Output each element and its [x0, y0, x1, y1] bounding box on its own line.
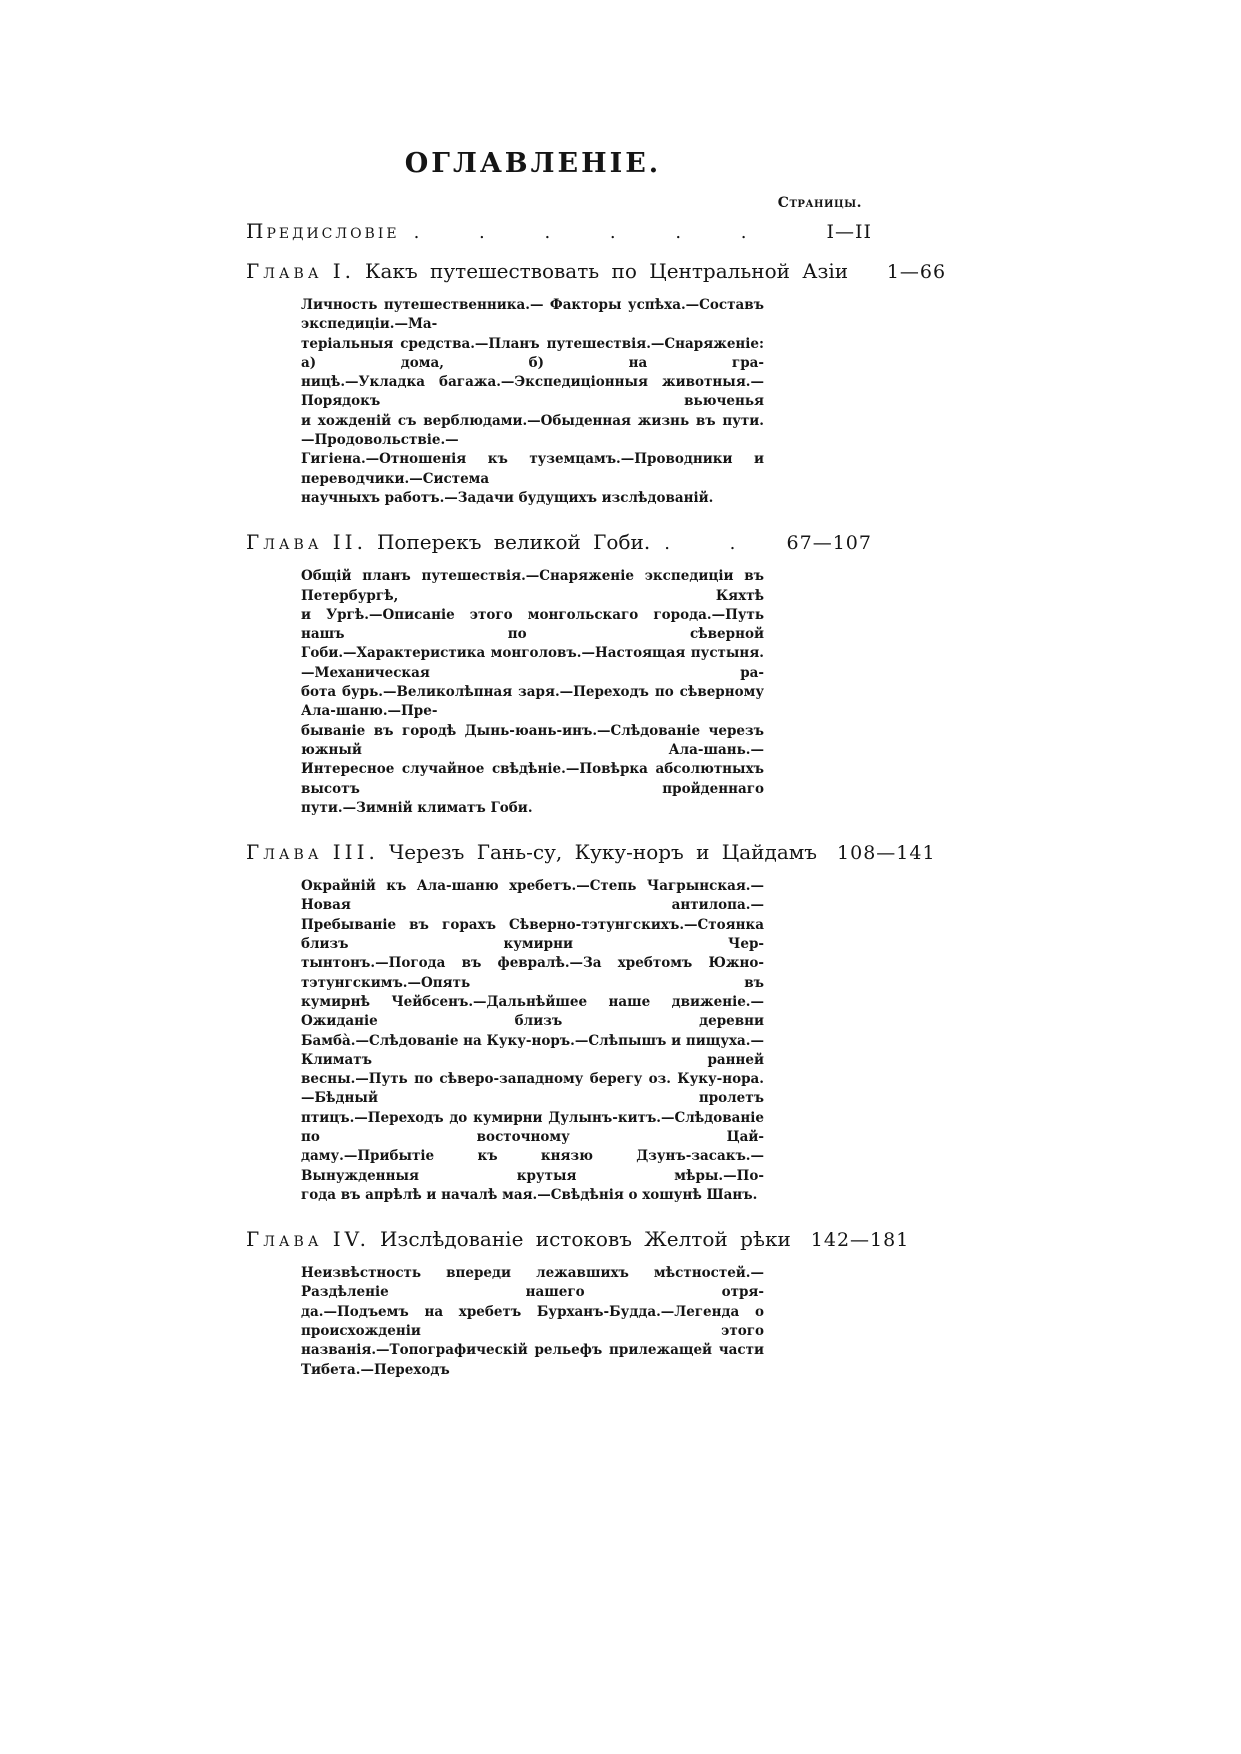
description-line: и Ургѣ.—Описаніе этого монгольскаго города.—Путь нашъ по сѣверной [301, 606, 764, 643]
chapter-2-title: Поперекъ великой Гоби. [376, 530, 651, 555]
chapter-1-label: Глава I. [246, 259, 356, 283]
chapter-2-description [301, 567, 764, 818]
toc-entry-chapter-2 [246, 530, 872, 554]
preface-label: Предисловіе [246, 219, 400, 243]
dot-leader [414, 222, 788, 243]
description-line: Бамбà.—Слѣдованіе на Куку-норъ.—Слѣпышъ и пищуха.—Климатъ ранней [301, 1032, 764, 1068]
description-line: да.—Подъемъ на хребетъ Бурханъ-Будда.—Легенда о происхожденіи этого [301, 1303, 764, 1340]
toc-entry-chapter-4 [246, 1227, 910, 1252]
description-line: ницѣ.—Укладка багажа.—Экспедиціонныя животныя.—Порядокъ вьюченья [301, 374, 764, 410]
description-line: теріальныя средства.—Планъ путешествія.—Снаряженіе: а) дома, б) на гра- [301, 335, 764, 371]
dot-leader [664, 533, 780, 554]
chapter-2-page-range: 67—107 [786, 532, 872, 555]
description-line: птицъ.—Переходъ до кумирни Дулынъ-китъ.—Слѣдованіе по восточному Цай- [301, 1109, 764, 1145]
description-line: Неизвѣстность впереди лежавшихъ мѣстностей.—Раздѣленіе нашего отря- [301, 1265, 764, 1301]
toc-entry-chapter-1 [246, 259, 947, 283]
chapter-4-page-range: 142—181 [810, 1229, 910, 1252]
chapter-1-page-range: 1—66 [886, 261, 947, 283]
chapter-4-label: Глава IV. [246, 1227, 370, 1252]
description-line: Общій планъ путешествія.—Снаряженіе экспедиціи въ Петербургѣ, Кяхтѣ [301, 568, 764, 604]
chapter-3-description [301, 877, 764, 1205]
description-line: Интересное случайное свѣдѣніе.—Повѣрка абсолютныхъ высотъ пройденнаго [301, 761, 764, 797]
description-line: кумирнѣ Чейбсенъ.—Дальнѣйшее наше движеніе.—Ожиданіе близъ деревни [301, 993, 764, 1030]
description-line: пути.—Зимній климатъ Гоби. [301, 799, 533, 816]
toc-entry-preface [246, 219, 872, 243]
chapter-3-page-range: 108—141 [837, 842, 936, 865]
preface-page-range: I—II [826, 221, 872, 243]
description-line: даму.—Прибытіе къ князю Дзунъ-засакъ.—Вынужденныя крутыя мѣры.—По- [301, 1148, 764, 1184]
chapter-3-title: Черезъ Гань-су, Куку-норъ и Цайдамъ [388, 840, 818, 865]
chapter-3-label: Глава III. [246, 840, 379, 865]
description-line: научныхъ работъ.—Задачи будущихъ изслѣдованій. [301, 489, 714, 506]
description-line: Гоби.—Характеристика монголовъ.—Настоящая пустыня.—Механическая ра- [301, 645, 764, 681]
toc-content [246, 148, 947, 1402]
description-line: названія.—Топографическій рельефъ прилежащей части Тибета.—Переходъ [301, 1342, 764, 1378]
description-line: бываніе въ городѣ Дынь-юань-инъ.—Слѣдованіе черезъ южный Ала-шань.— [301, 722, 764, 758]
chapter-4-title: Изслѣдованіе истоковъ Желтой рѣки [379, 1227, 791, 1252]
description-line: года въ апрѣлѣ и началѣ мая.—Свѣдѣнія о хошунѣ Шанъ. [301, 1186, 758, 1203]
description-line: бота бурь.—Великолѣпная заря.—Переходъ по сѣверному Ала-шаню.—Пре- [301, 684, 764, 720]
chapter-4-description [301, 1264, 764, 1380]
chapter-1-title: Какъ путешествовать по Центральной Азіи [365, 259, 849, 283]
description-line: Личность путешественника.— Факторы успѣха.—Составъ экспедиціи.—Ма- [301, 297, 764, 333]
description-line: Гигіена.—Отношенія къ туземцамъ.—Проводники и переводчики.—Система [301, 451, 764, 487]
description-line: тынтонъ.—Погода въ февралѣ.—За хребтомъ Южно-тэтунгскимъ.—Опять въ [301, 955, 764, 991]
description-line: Пребываніе въ горахъ Сѣверно-тэтунгскихъ.—Стоянка близъ кумирни Чер- [301, 916, 764, 953]
page-title: ОГЛАВЛЕНІЕ. [404, 148, 662, 179]
pages-column-header: Страницы. [777, 195, 862, 211]
chapter-1-description [301, 296, 764, 508]
chapter-2-label: Глава II. [246, 530, 367, 555]
description-line: и хожденій съ верблюдами.—Обыденная жизнь въ пути.—Продовольствіе.— [301, 412, 764, 449]
description-line: Окрайній къ Ала-шаню хребетъ.—Степь Чагрынская.—Новая антилопа.— [301, 878, 764, 914]
toc-entry-chapter-3 [246, 840, 936, 865]
description-line: весны.—Путь по сѣверо-западному берегу оз. Куку-нора.—Бѣдный пролетъ [301, 1071, 764, 1107]
